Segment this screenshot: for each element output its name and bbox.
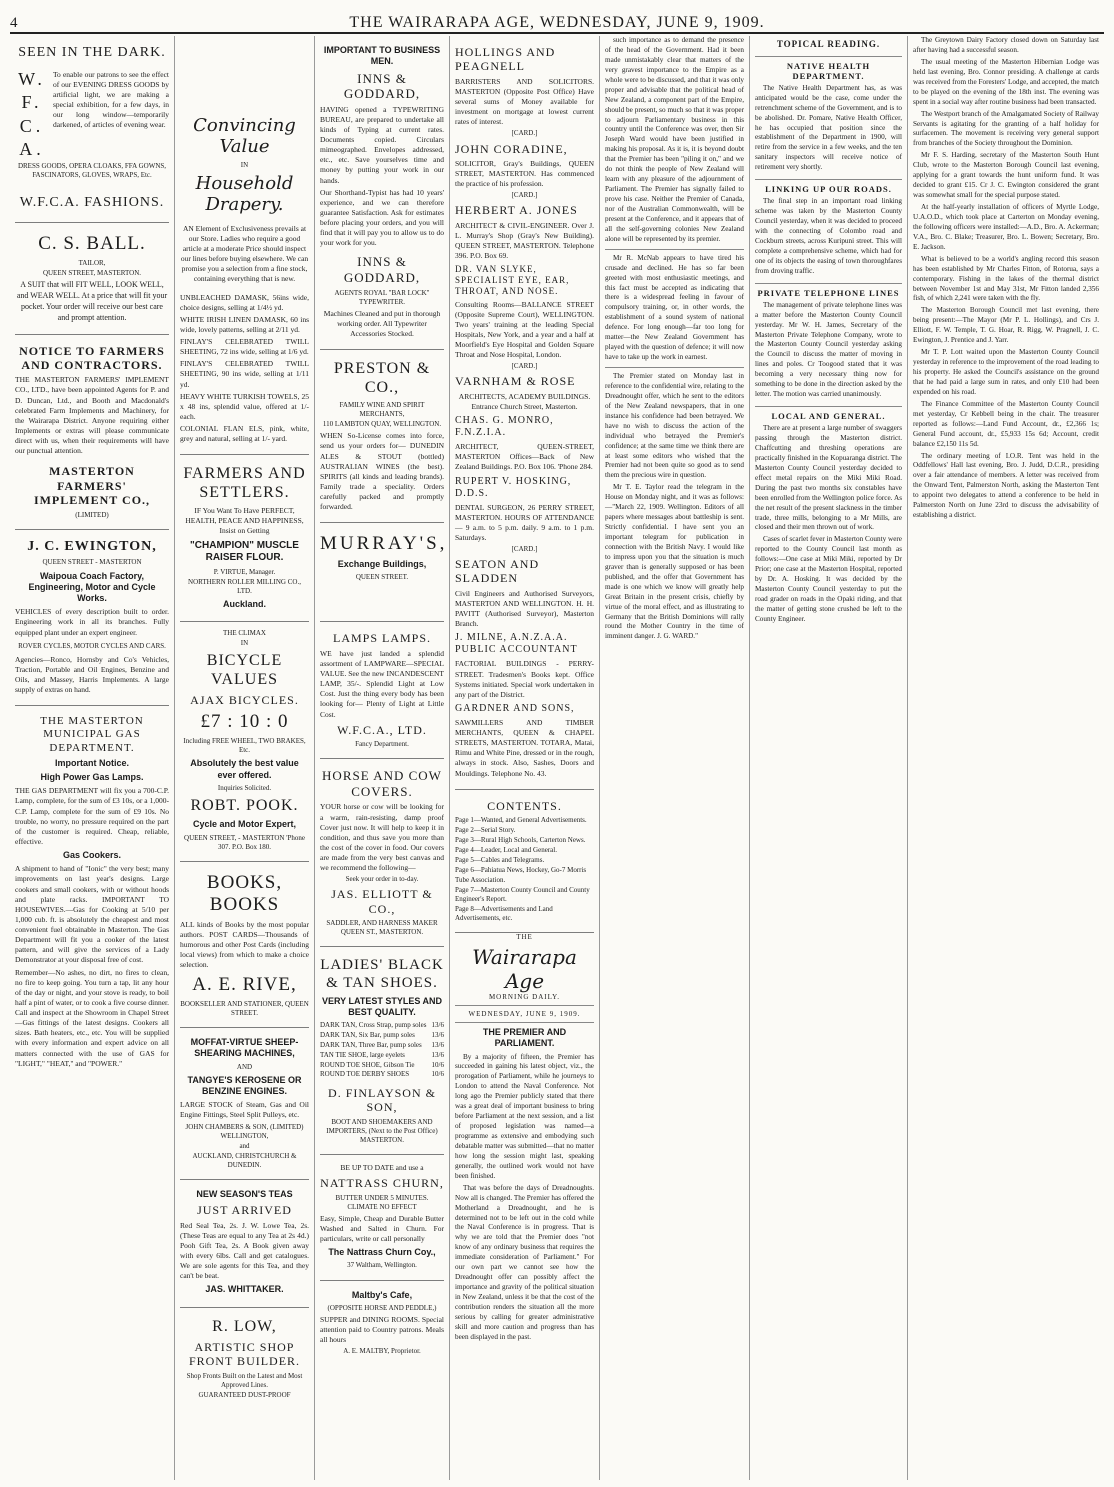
gas-cookers: Gas Cookers. bbox=[62, 850, 122, 861]
lamps-text: WE have just landed a splendid assortment of LAMPWARE—SPECIAL VALUE. See the new INCANDESCENT LAMP, 35/-. Splendid Light at Low Cost. Just the thing every body has been looking for— Plenty of Light at Little Cost. bbox=[320, 648, 444, 719]
seaton-text: Civil Engineers and Authorised Surveyors, MASTERTON AND WELLINGTON. H. H. PAVITT (Authorised Surveyor), Masterton Branch. bbox=[455, 588, 594, 629]
hollings-text: BARRISTERS AND SOLICITORS. MASTERTON (Opposite Post Office) Have several sums of Money available for investment on mortgage at lowest current rates of interest. bbox=[455, 76, 594, 127]
jones-text: ARCHITECT & CIVIL-ENGINEER. Over J. L. Murray's Shop (Gray's New Building). QUEEN STREET, MASTERTON. Telephone 396. P.O. Box 69. bbox=[455, 220, 594, 261]
contents-item: Page 1—Wanted, and General Advertisements. bbox=[455, 816, 587, 825]
varnham-text: ARCHITECTS, ACADEMY BUILDINGS. Entrance Church Street, Masterton. bbox=[458, 391, 591, 411]
preston-address: 110 LAMBTON QUAY, WELLINGTON. bbox=[322, 420, 442, 429]
card-label-4: [CARD.] bbox=[511, 545, 538, 553]
books-text: ALL kinds of Books by the most popular authors. POST CARDS—Thousands of humorous and other Post Cards (including local views) from which to make a choice selection. bbox=[180, 919, 309, 970]
pook-address: QUEEN STREET, - MASTERTON 'Phone 307. P.O. Box 180. bbox=[184, 833, 305, 851]
rive-name: A. E. RIVE, bbox=[192, 974, 297, 996]
rive-subhead: BOOKSELLER AND STATIONER, QUEEN STREET. bbox=[180, 1000, 309, 1018]
convincing-value: Convincing Value bbox=[193, 115, 296, 157]
chambers-name: JOHN CHAMBERS & SON, (LIMITED) WELLINGTON, bbox=[185, 1122, 304, 1140]
morning-daily: MORNING DAILY. bbox=[488, 993, 561, 1002]
news-paragraph-6: What is believed to be a world's angling record this season has been established by Mr Charles Fitton, of Rotorua, says a contemporary. Fishing in the lakes of the thermal district between November 1st and May 31st, Mr Fitton landed 2,356 fish, of which 2,241 were taken with the fly. bbox=[913, 254, 1099, 303]
health-heading: NATIVE HEALTH DEPARTMENT. bbox=[755, 56, 902, 81]
best-value: Absolutely the best value ever offered. bbox=[190, 758, 299, 780]
leader-continued-3: The Premier stated on Monday last in reference to the confidential wire, relating to the Dreadnought offer, which he sent to the editors of the New Zealand newspapers, that in one instance his confidence had been betrayed. We have no wish to discuss the action of the individual who betrayed the Premier's confidence; at the same time we think there are at least some editors who wished that the Premier had not been quite so good as to send them the precious wire in question. bbox=[605, 372, 744, 480]
seaton-name: SEATON AND SLADDEN bbox=[455, 557, 540, 586]
books-heading: BOOKS, BOOKS bbox=[206, 871, 283, 915]
shoe-price-row bbox=[320, 1070, 444, 1080]
inquiries: Inquiries Solicited. bbox=[217, 783, 272, 792]
shoe-price-row bbox=[320, 1021, 444, 1031]
auckland: Auckland. bbox=[222, 598, 266, 609]
shoe-price: 13/6 bbox=[431, 1050, 444, 1059]
maltby-name: Maltby's Cafe, bbox=[351, 1289, 413, 1300]
phone-text: The management of private telephone lines was a matter before the Masterton County Council yesterday. Mr W. H. James, Secretary of the Masterton Private Telephone Company, wrote to the Masterton County Council yesterday asking the Council to discuss the matter of moving in lines and poles. Cr Toogood stated that it was becoming a very necessary thing now for something to be done in the direction asked by the letter. The motion was carried unanimously. bbox=[755, 300, 902, 399]
wfca-list: DRESS GOODS, OPERA CLOAKS, FFA GOWNS, FASCINATORS, GLOVES, WRAPS, Etc. bbox=[17, 162, 167, 180]
chambers-and: and bbox=[239, 1141, 250, 1150]
chambers-cities: AUCKLAND, CHRISTCHURCH & DUNEDIN. bbox=[192, 1151, 297, 1169]
climax-ad bbox=[180, 622, 309, 862]
shoe-price: 13/6 bbox=[431, 1040, 444, 1049]
health-text: The Native Health Department has, as was anticipated would be the case, come under the retrenchment scheme of the Government, and is to be abolished. Dr. Pomare, Native Health Officer, he has occupied that position since the establishment of the Department in 1900, will retire from the service in a few weeks, and the ten sanitary inspectors will receive notice of retirement very shortly. bbox=[755, 83, 902, 172]
pook-name: ROBT. POOK. bbox=[190, 797, 299, 815]
low-name: R. LOW, bbox=[212, 1317, 277, 1335]
shoe-item: ROUND TOE DERBY SHOES bbox=[320, 1070, 410, 1079]
teas-text: Red Seal Tea, 2s. J. W. Lowe Tea, 2s. (These Teas are equal to any Tea at 2s 4d.) Pooh Gift Tea, 2s. A Book given away with every 6lbs. Call and get catalogues. We are sole agents for this Tea, and they can't be beat. bbox=[180, 1220, 309, 1281]
mfi-limited: (LIMITED) bbox=[75, 510, 109, 519]
elliott-name: JAS. ELLIOTT & CO., bbox=[331, 887, 433, 916]
local-text: There are at present a large number of swaggers passing through the Masterton district. Chaffcutting and threshing operations are practically finished in the Kopuaranga district. The Masterton County Council yesterday decided to effect metal repairs on the Miki Miki Road. During the past two months six constables have been enrolled from the Wellington police force. As the net result of the present slackness in the timber trade, three mills, belonging to a Mr Mills, are closed and their men thrown out of work. bbox=[755, 424, 902, 532]
flag-the: THE bbox=[516, 933, 533, 942]
varnham-name: VARNHAM & ROSE bbox=[455, 374, 576, 389]
shoe-price: 13/6 bbox=[431, 1031, 444, 1040]
nattrass-text: Easy, Simple, Cheap and Durable Butter Washed and Salted in Churn. For particulars, write or call personally bbox=[320, 1213, 444, 1244]
northern-milling: NORTHERN ROLLER MILLING CO., LTD. bbox=[188, 577, 301, 595]
flannel-line: COLONIAL FLAN ELS, pink, white, grey and natural, selling at 1/- yard. bbox=[180, 424, 309, 444]
masthead bbox=[10, 10, 1104, 34]
ajax-bicycles: AJAX BICYCLES. bbox=[190, 693, 299, 707]
pook-subhead: Cycle and Motor Expert, bbox=[192, 819, 297, 830]
card-label-2: [CARD.] bbox=[511, 191, 538, 200]
low-ad bbox=[180, 1308, 309, 1409]
ball-ad bbox=[15, 223, 169, 334]
slyke-name: DR. VAN SLYKE, SPECIALIST EYE, EAR, THROAT, AND NOSE. bbox=[455, 264, 570, 296]
teas-ad bbox=[180, 1180, 309, 1308]
column-7 bbox=[908, 36, 1104, 1480]
contents-item: Page 8—Advertisements and Land Advertisements, etc. bbox=[455, 904, 553, 922]
news-paragraph-9: The Finance Committee of the Masterton County Council met yesterday, Cr Kebbell being in the chair. The treasurer reported as follows:—Land Fund Account, dr., £2,366 1s; General Fund account, dr., £5,933 15s 6d; Account, credit balance £2,150 11s 5d. bbox=[913, 399, 1099, 448]
inns-text-3: Machines Cleaned and put in thorough working order. All Typewriter Accessories Stocked. bbox=[323, 308, 441, 339]
shoe-price-row bbox=[320, 1031, 444, 1041]
inns-text-2: Our Shorthand-Typist has had 10 years' experience, and we can therefore guarantee Satisfaction. Ask for estimates before placing your orders, and you will find that it will pay you to allow us to do your work for you. bbox=[320, 187, 444, 248]
typewriting-ad bbox=[320, 36, 444, 350]
household-drapery: Household Drapery. bbox=[195, 173, 294, 216]
farmers-settlers-ad bbox=[180, 455, 309, 622]
coradine-text: SOLICITOR, Gray's Buildings, QUEEN STREET, MASTERTON. Has commenced the practice of his profession. bbox=[455, 158, 594, 189]
monro-text: ARCHITECT, QUEEN-STREET, MASTERTON Offices—Back of New Zealand Buildings. P.O. Box 106. 'Phone 284. bbox=[455, 442, 594, 472]
preston-name: PRESTON & CO., bbox=[333, 360, 431, 396]
newspaper-page bbox=[10, 36, 1104, 1480]
ewington-name: J. C. EWINGTON, bbox=[27, 538, 157, 554]
inns-name-1: INNS & GODDARD, bbox=[343, 70, 421, 102]
coradine-name: JOHN CORADINE, bbox=[455, 141, 568, 156]
phone-heading: PRIVATE TELEPHONE LINES bbox=[755, 283, 902, 298]
news-paragraph-4: Mr F. S. Harding, secretary of the Masterton South Hunt Club, wrote to the Masterton Borough Council last evening, applying for a grant towards the hunt uniform fund. It was decided to grant £15. Cr J. C. Ewington considered the grant was somewhat small for the special purpose stated. bbox=[913, 151, 1099, 200]
contents-box bbox=[455, 790, 594, 933]
notice-text: THE MASTERTON FARMERS' IMPLEMENT CO., LTD., have been appointed Agents for P. and D. Duncan, Ltd., and Booth and Macdonald's celebrated Farm Implements and Machinery, for the Wairarapa District. Anyone requiring either Implements or extras will please communicate direct with us, when their requirements will have our punctual attention. bbox=[15, 375, 169, 456]
news-paragraph-3: The Westport branch of the Amalgamated Society of Railway Servants is agitating for the granting of a half holiday for surfacemen. The movement is receiving very general support from branches of the Society throughout the Dominion. bbox=[913, 109, 1099, 148]
lamps-heading: LAMPS LAMPS. bbox=[332, 631, 432, 646]
shoes-heading: LADIES' BLACK & TAN SHOES. bbox=[320, 957, 444, 991]
leader-heading: THE PREMIER AND PARLIAMENT. bbox=[482, 1027, 567, 1049]
news-paragraph-1: The Greytown Dairy Factory closed down on Saturday last after having had a successful season. bbox=[913, 36, 1099, 54]
wfca-letters: W. F. C. A. bbox=[18, 68, 46, 159]
maltby-proprietor: A. E. MALTBY, Proprietor. bbox=[343, 1347, 421, 1356]
shoe-item: ROUND TOE SHOE, Gibson Tie bbox=[320, 1060, 415, 1069]
finlayson-subhead: BOOT AND SHOEMAKERS AND IMPORTERS, (Next to the Post Office) MASTERTON. bbox=[326, 1117, 438, 1145]
covers-seek: Seek your order in to-day. bbox=[345, 875, 419, 884]
finlayson-name: D. FINLAYSON & SON, bbox=[328, 1086, 436, 1115]
towels-line: HEAVY WHITE TURKISH TOWELS, 25 x 48 ins, splendid value, offered at 1/- each. bbox=[180, 391, 309, 421]
wfca-text: To enable our patrons to see the effect of our EVENING DRESS GOODS by artificial light, we are making a special exhibition, for a few days, in our long window—temporarily darkened, of articles of evening wear. bbox=[53, 69, 169, 130]
jones-name: HERBERT A. JONES bbox=[455, 203, 578, 218]
leader-continued-1: such importance as to demand the presence of the head of the Government. Had it been made unmistakably clear that matters of the very gravest importance to the Empire as a whole were to be discussed, and that it was only proper and advisable that the political head of New Zealand, a component part of the Empire, should be present, so much so that it was proper to adjourn Parliamentary business in this country until the Conference was over, then Sir Joseph Ward would have been justified in making his proposal. As it is, it is beyond doubt that the Premier has been "piling it on," and we do not think the people of New Zealand will learn with any pleasure of the adjournment of Parliament. The Premier has signally failed to prove his case. Neither the Premier of Canada, nor of the Australian Commonwealth, will be present at the Conference, and it appears that of all the self-governing colonies New Zealand alone will be represented by its premier. bbox=[605, 36, 744, 243]
shoe-item: TAN TIE SHOE, large eyelets bbox=[320, 1050, 405, 1059]
newspaper-flag: Wairarapa Age bbox=[472, 945, 577, 994]
column-2 bbox=[175, 36, 315, 1480]
column-4 bbox=[450, 36, 600, 1480]
damask-line: UNBLEACHED DAMASK, 56ins wide, choice designs, selling at 1/4½ yd. bbox=[180, 292, 309, 312]
large-stock: LARGE STOCK of Steam, Gas and Oil Engine Fittings, Steel Split Pulleys, etc. bbox=[180, 1100, 309, 1120]
ball-address: QUEEN STREET, MASTERTON. bbox=[42, 269, 142, 278]
milne-name: J. MILNE, A.N.Z.A.A. PUBLIC ACCOUNTANT bbox=[455, 632, 578, 656]
moffat-heading: MOFFAT-VIRTUE SHEEP-SHEARING MACHINES, bbox=[190, 1037, 299, 1059]
preston-ad bbox=[320, 350, 444, 523]
inns-subhead: AGENTS ROYAL "BAR LOCK" TYPEWRITER. bbox=[334, 288, 430, 306]
nattrass-intro: BE UP TO DATE and use a bbox=[340, 1163, 424, 1173]
contents-item: Page 5—Cables and Telegrams. bbox=[455, 856, 545, 865]
shoe-price-row bbox=[320, 1061, 444, 1071]
hosking-name: RUPERT V. HOSKING, D.D.S. bbox=[455, 475, 572, 499]
column-1 bbox=[10, 36, 175, 1480]
shoes-ad bbox=[320, 947, 444, 1155]
notice-heading: NOTICE TO FARMERS AND CONTRACTORS. bbox=[19, 343, 165, 372]
climax-heading: THE CLIMAX bbox=[223, 629, 266, 638]
gas-lamps: High Power Gas Lamps. bbox=[40, 772, 144, 783]
ewington-agencies: Agencies—Ronco, Hornsby and Co's Vehicles, Traction, Portable and Oil Engines, Benzine and Oils, and Massey, Harris Implements. A large supply of extras on hand. bbox=[15, 654, 169, 695]
moffat-ad bbox=[180, 1028, 309, 1180]
finlay-line-2: FINLAY'S CELEBRATED TWILL SHEETING, 90 ins wide, selling at 1/11 yd. bbox=[180, 359, 309, 389]
shoe-price-row bbox=[320, 1041, 444, 1051]
leader-continued-4: Mr T. E. Taylor read the telegram in the House on Monday night, and it was as follows:—"March 22, 1909. Wellington. Editors of all papers where messages about battleship is sent. Strictly confidential. I have sent you an important telegram for publication in connection with the British Navy. I would like to impress upon you that the situation is much graver than is generally supposed or has been published, and the offer that Government has made is one which we know will greatly help Great Britain in the present crisis, chiefly by virtue of the moral effect, and as illustrating to Germany that the British Dominions will rally round the Mother Country in the time of imminent danger. J. G. WARD." bbox=[605, 483, 744, 641]
leader-article bbox=[455, 933, 594, 1343]
murray-name: MURRAY'S, bbox=[320, 533, 448, 555]
monro-name: CHAS. G. MONRO, F.N.Z.I.A. bbox=[455, 415, 554, 439]
page-number: 4 bbox=[10, 15, 19, 31]
professional-cards bbox=[455, 36, 594, 790]
news-paragraph-2: The usual meeting of the Masterton Hibernian Lodge was held last evening, Bro. Connor presiding. A challenge at cards was received from the Foresters' Lodge, and accepted, the match to be played on the evening of the 18th inst. The evening was spent in a social way after routine business had been transacted. bbox=[913, 57, 1099, 106]
maltby-text: SUPPER and DINING ROOMS. Special attention paid to Country patrons. Meals all hours bbox=[320, 1314, 444, 1345]
maltby-address: (OPPOSITE HORSE AND PEDDLE,) bbox=[327, 1303, 437, 1312]
covers-ad bbox=[320, 759, 444, 947]
wfca-ad bbox=[15, 36, 169, 223]
column-3 bbox=[315, 36, 450, 1480]
roads-text: The final step in an important road linking scheme was taken by the Masterton County Council yesterday, when it was decided to proceed with the connecting of Colombo road and Cockburn streets, across Kuripuni street. This will complete a comprehensive scheme, which had for one of its objects the easing of town thoroughfares from droving traffic. bbox=[755, 197, 902, 275]
leader-continued-2: Mr R. McNab appears to have tired his crusade and declined. He has so far been greeted with most enthusiastic meetings, and this fact must be accepted as indicating that there is a widespread feeling in favour of compulsory training, or, in other words, the establishment of a sound system of national defence. For long enough—far too long for matter—the New Zealand Government has played with the question of defence; it will now have to take up the work in earnest. bbox=[605, 253, 744, 362]
climax-in: IN bbox=[240, 639, 249, 648]
news-paragraph-10: The ordinary meeting of I.O.R. Tent was held in the Oddfellows' Hall last evening, Bro. J. Judd, D.C.R., presiding over a fair attendance of members. A letter was received from the Onward Tent, Palmerston North, asking the Masterton Tent to appoint two delegates to attend a conference to be held in Palmerston North on June 23rd to discuss the advisability of establishing a district. bbox=[913, 451, 1099, 520]
nattrass-name: NATTRASS CHURN, bbox=[320, 1176, 444, 1191]
fancy-dept: Fancy Department. bbox=[355, 740, 409, 749]
shoe-price: 10/6 bbox=[431, 1070, 444, 1079]
ewington-ad bbox=[15, 530, 169, 707]
leader-paragraph-2: That was before the days of Dreadnoughts. Now all is changed. The Premier has offered the Motherland a Dreadnought, and he is determined not to be left out in the cold while the Naval Conference is in progress. That is why we are told that the Premier does "not know of any ordinary business that requires the immediate consideration of Parliament." For our own part we cannot see how the Dreadnought offer can possibly affect the importance and gravity of the political situation in New Zealand, unless it be that the cost of the contribution renders the situation all the more serious by calling for greater administrative skill and more caution and progress than has been displayed in the past. bbox=[455, 1183, 594, 1341]
contents-heading: CONTENTS. bbox=[487, 798, 562, 813]
maltby-ad bbox=[320, 1281, 444, 1366]
gas-remember: Remember—No ashes, no dirt, no fires to clean, no fire to keep going. You turn a tap, lit any hour of the day or night, and your stove is ready, to boil half a pint of water, or to cook a five course dinner. Call and inspect at the Showroom in Chapel Street—Gas fittings of the latest designs. Cookers all sizes. Bath heaters, etc., etc. You will be supplied with every information and expert advice on all matters connected with the use of GAS for "LIGHT," "HEAT," and "POWER." bbox=[15, 967, 169, 1068]
card-label-1: [CARD.] bbox=[511, 129, 538, 138]
seen-dark-heading: SEEN IN THE DARK. bbox=[18, 45, 166, 60]
contents-item: Page 7—Masterton County Council and County Engineer's Report. bbox=[455, 885, 590, 903]
gas-heading: THE MASTERTON MUNICIPAL GAS DEPARTMENT. bbox=[40, 715, 144, 754]
murray-subhead: Exchange Buildings, bbox=[337, 559, 427, 570]
virtue-manager: P. VIRTUE, Manager. bbox=[213, 567, 276, 576]
drapery-text: AN Element of Exclusiveness prevails at our Store. Ladies who require a good article at a moderate Price should inspect our lines before buying elsewhere. We can promise you a selection from a fine stock, containing everything that is new. bbox=[180, 223, 309, 284]
ewington-text: VEHICLES of every description built to order. Engineering work in all its branches. Fully equipped plant under an expert engineer. bbox=[15, 607, 169, 637]
low-fronts: Shop Fronts Built on the Latest and Most Approved Lines. bbox=[186, 1371, 303, 1389]
gas-cookers-text: A shipment to hand of "Ionic" the very best; many improvements on last year's designs. Large cookers and small cookers, with or without hoods and plate racks. IMPORTANT TO HOUSEWIVES.—Gas for Cooking at 5/10 per 1,000 cub. ft. is absolutely the cheapest and most convenient fuel obtainable in Masterton. The Gas Department will fit you a cooker of the latest pattern, and will give the services of a Lady Demonstrator at your disposal free of cost. bbox=[15, 864, 169, 965]
bicycle-including: Including FREE WHEEL, TWO BRAKES, Etc. bbox=[183, 737, 306, 755]
inns-text-1: HAVING opened a TYPEWRITING BUREAU, are prepared to undertake all kinds of Typing at current rates. Documents copied. Circulars mimeographed. Envelopes addressed, etc., etc. Save yourselves time and money by putting your work in our hands. bbox=[320, 104, 444, 185]
milne-text: FACTORIAL BUILDINGS - PERRY-STREET. Tradesmen's Books kept. Office Systems initiated. Special work undertaken in any part of the District. bbox=[455, 659, 594, 699]
shoes-latest: VERY LATEST STYLES AND BEST QUALITY. bbox=[321, 995, 442, 1018]
hosking-text: DENTAL SURGEON, 26 PERRY STREET, MASTERTON. HOURS OF ATTENDANCE— 9 a.m. to 5 p.m. daily. 9 a.m. to 1 p.m. Saturdays. bbox=[455, 502, 594, 542]
mfi-name: MASTERTON FARMERS' IMPLEMENT CO., bbox=[33, 464, 151, 508]
shoe-price-list bbox=[320, 1021, 444, 1080]
local-text-2: Cases of scarlet fever in Masterton County were reported to the County Council last month as follows:—One case at Miki Miki, reported by Dr Prior; one case at the Masterton Hospital, reported by Dr. A. Hosking. It was decided by the Masterton County Council yesterday to put the road grader on roads in the Opaki riding, and that the matter of getting stone crushed be left to the County Engineer. bbox=[755, 535, 902, 623]
local-heading: LOCAL AND GENERAL. bbox=[755, 406, 902, 421]
leader-paragraph-1: By a majority of fifteen, the Premier has succeeded in gaining his latest object, viz., the prorogation of Parliament, while he journeys to London to attend the Naval Conference. Not long ago the Premier publicly stated that there was a great deal of important business to bring before Parliament at the next session, and a list of proposed legislation was named—a programme as extensive and embodying such debatable matter was submitted—that no matter how long the session might last, speaking generally, the outlined work would not have been finished. bbox=[455, 1052, 594, 1180]
elliott-subhead: SADDLER, AND HARNESS MAKER QUEEN ST., MASTERTON. bbox=[326, 919, 438, 937]
ball-name: C. S. BALL. bbox=[38, 233, 146, 255]
nattrass-address: 37 Waltham, Wellington. bbox=[347, 1261, 417, 1270]
notice-farmers-ad bbox=[15, 335, 169, 530]
wfca-fashions: W.F.C.A. FASHIONS. bbox=[19, 194, 165, 210]
leader-date: WEDNESDAY, JUNE 9, 1909. bbox=[468, 1010, 581, 1019]
roads-heading: LINKING UP OUR ROADS. bbox=[755, 179, 902, 194]
ewington-address: QUEEN STREET - MASTERTON bbox=[42, 558, 142, 567]
gas-important: Important Notice. bbox=[54, 757, 129, 768]
books-ad bbox=[180, 862, 309, 1028]
irish-line: WHITE IRISH LINEN DAMASK, 60 ins wide, lovely patterns, selling at 2/11 yd. bbox=[180, 314, 309, 334]
ewington-subhead: Waipoua Coach Factory, Engineering, Motor and Cycle Works. bbox=[28, 570, 156, 603]
bicycle-price: £7 : 10 : 0 bbox=[200, 711, 289, 733]
news-paragraph-7: The Masterton Borough Council met last evening, there being present:—The Mayor (Mr P. L. Hollings), and Crs J. Elliott, F. W. Temple, T. G. Hoar, R. Rigg, W. Pragnell, J. C. Ewington, J. Prentice and J. Yarr. bbox=[913, 306, 1099, 345]
important-heading: IMPORTANT TO BUSINESS MEN. bbox=[323, 45, 441, 67]
column-6 bbox=[750, 36, 908, 1480]
ball-trade: TAILOR, bbox=[78, 259, 106, 268]
column-5 bbox=[600, 36, 750, 1480]
low-dust: GUARANTEED DUST-PROOF bbox=[198, 1391, 291, 1399]
teas-heading: NEW SEASON'S TEAS bbox=[196, 1189, 293, 1199]
nattrass-subhead: BUTTER UNDER 5 MINUTES. CLIMATE NO EFFECT bbox=[335, 1193, 429, 1211]
whittaker-name: JAS. WHITTAKER. bbox=[205, 1284, 284, 1295]
nattrass-ad bbox=[320, 1155, 444, 1280]
contents-item: Page 2—Serial Story. bbox=[455, 826, 516, 835]
drapery-ad bbox=[180, 36, 309, 455]
low-text: ARTISTIC SHOP FRONT BUILDER. bbox=[188, 1340, 301, 1369]
champion-flour: "CHAMPION" MUSCLE RAISER FLOUR. bbox=[190, 539, 299, 563]
hollings-name: HOLLINGS AND PEAGNELL bbox=[455, 45, 556, 74]
lamps-ad bbox=[320, 622, 444, 759]
bicycle-values: BICYCLE VALUES bbox=[206, 652, 283, 688]
nattrass-co: The Nattrass Churn Coy., bbox=[328, 1247, 436, 1258]
drapery-in: IN bbox=[240, 161, 249, 170]
murray-address: QUEEN STREET. bbox=[355, 573, 409, 582]
contents-item: Page 3—Rural High Schools, Carterton News. bbox=[455, 836, 586, 845]
gas-text: THE GAS DEPARTMENT will fix you a 700-C.P. Lamp, complete, for the sum of £3 10s, or a 1,000-C.P. Lamp, complete for the sum of £9 10s. No trouble, no worry, no pressure required on the part of the customer is required. Cheap, reliable, effective. bbox=[15, 786, 169, 846]
wfca-ltd: W.F.C.A., LTD. bbox=[337, 722, 427, 737]
covers-text: YOUR horse or cow will be looking for a warm, rain-resisting, damp proof Cover just now. It will help to keep it in condition, and thus save you more than the cost of the cover in food. Our covers are made from the very best canvas and we recommend the following— bbox=[320, 802, 444, 873]
teas-arrived: JUST ARRIVED bbox=[197, 1203, 292, 1218]
shoe-item: DARK TAN, Cross Strap, pump soles bbox=[320, 1021, 427, 1030]
masthead-title: THE WAIRARAPA AGE, WEDNESDAY, JUNE 9, 1909. bbox=[349, 14, 765, 31]
shoe-price: 10/6 bbox=[431, 1060, 444, 1069]
preston-text: WHEN So-License comes into force, send us your orders for— DUNEDIN ALES & STOUT (bottled) AUSTRALIAN WINES (the best). SPIRITS (all kinds and leading brands). Family trade a speciality. Orders carefully packed and promptly forwarded. bbox=[320, 431, 444, 512]
shoe-item: DARK TAN, Six Bar, pump soles bbox=[320, 1031, 415, 1040]
finlay-line-1: FINLAY'S CELEBRATED TWILL SHEETING, 72 ins wide, selling at 1/6 yd. bbox=[180, 337, 309, 357]
shoe-price: 13/6 bbox=[431, 1021, 444, 1030]
topical-heading: TOPICAL READING. bbox=[776, 39, 881, 49]
murray-ad bbox=[320, 523, 448, 622]
farmers-text: IF You Want To Have PERFECT, HEALTH, PEACE AND HAPPINESS, Insist on Getting bbox=[185, 506, 304, 536]
card-label-3: [CARD.] bbox=[511, 362, 538, 371]
contents-list bbox=[455, 816, 594, 923]
shoe-item: DARK TAN, Three Bar, pump soles bbox=[320, 1040, 422, 1049]
news-paragraph-5: At the half-yearly installation of officers of Myrtle Lodge, U.A.O.D., which took place at Carterton on Monday evening, the following officers were installed:—A.D., Bro. A. Ackerman; V.A., Bro. C. Blake; Treasurer, Bro. L. Bowen; Secretary, Bro. E. Jackson. bbox=[913, 203, 1099, 251]
covers-heading: HORSE AND COW COVERS. bbox=[322, 768, 442, 799]
news-paragraph-8: Mr T. P. Lott waited upon the Masterton County Council yesterday in reference to the improvement of the road leading to his property. He asked the Council's assistance on the ground that he had paid a large sum in rates, and only £10 had been expended on his road. bbox=[913, 348, 1099, 396]
contents-item: Page 4—Leader, Local and General. bbox=[455, 846, 557, 855]
gardner-text: SAWMILLERS AND TIMBER MERCHANTS, QUEEN & CHAPEL STREETS, MASTERTON. TOTARA, Matai, Rimu and White Pine, dressed or in the rough, always in stock. Also, Sashes, Doors and Mouldings. Telephone No. 43. bbox=[455, 717, 595, 778]
gas-ad bbox=[15, 706, 169, 1079]
farmers-heading: FARMERS AND SETTLERS. bbox=[183, 465, 306, 501]
slyke-text: Consulting Rooms—BALLANCE STREET (Opposite Supreme Court), WELLINGTON. Two years' training at the leading Special Hospitals, New York, and a year and a half at Moorfield's Eye Hospital and Golden Square Throat and Nose Hospital, London. bbox=[455, 299, 594, 360]
moffat-and: AND bbox=[236, 1062, 253, 1071]
contents-item: Page 6—Pahiatua News, Hockey, Go-7 Morris Tube Association. bbox=[455, 866, 587, 884]
gardner-name: GARDNER AND SONS, bbox=[455, 702, 575, 714]
preston-subhead: FAMILY WINE AND SPIRIT MERCHANTS, bbox=[339, 400, 425, 419]
ewington-rover: ROVER CYCLES, MOTOR CYCLES AND CARS. bbox=[18, 641, 166, 650]
inns-name-2: INNS & GODDARD, bbox=[343, 254, 421, 286]
tangye-heading: TANGYE'S KEROSENE OR BENZINE ENGINES. bbox=[187, 1074, 302, 1097]
ball-text: A SUIT that will FIT WELL, LOOK WELL, and WEAR WELL. At a price that will fit your pocket. Your order will receive our best care and prompt attention. bbox=[16, 280, 168, 322]
shoe-price-row bbox=[320, 1051, 444, 1061]
